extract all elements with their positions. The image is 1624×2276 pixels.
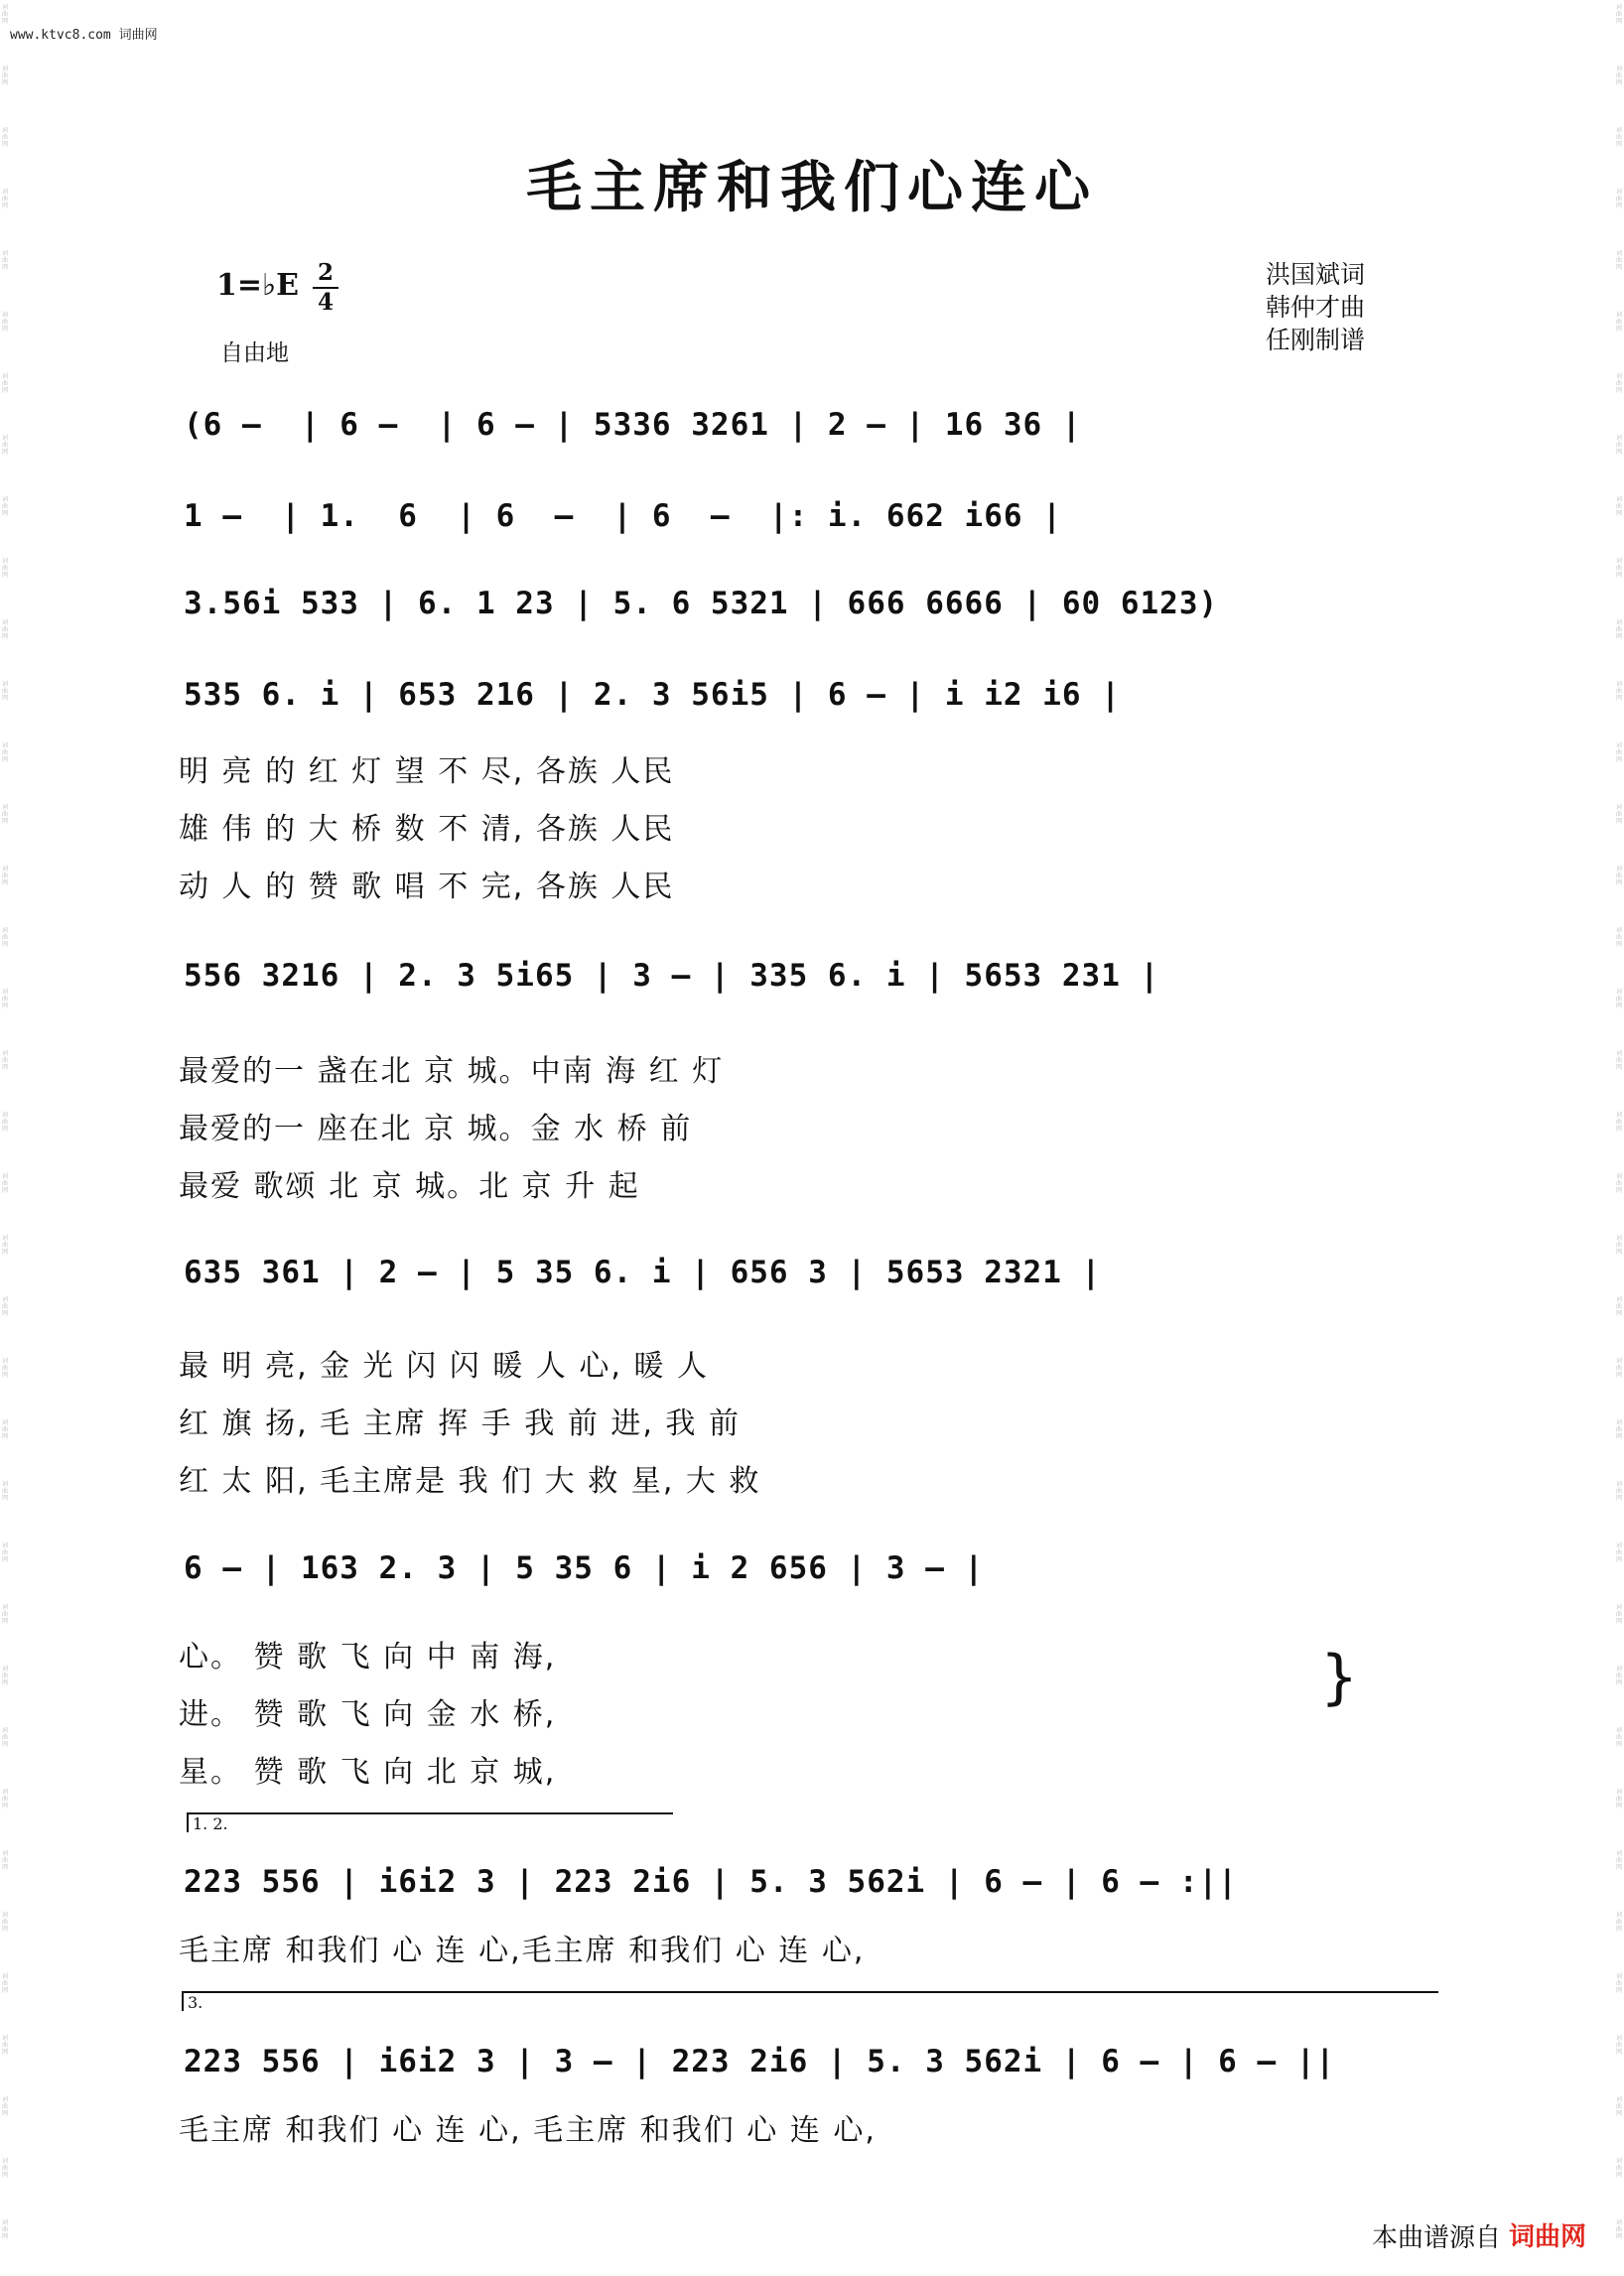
composer-credit: 韩仲才曲: [1266, 293, 1366, 322]
watermark-text: 词 曲 网: [1, 189, 8, 209]
watermark-text: 词 曲 网: [1, 435, 8, 456]
watermark-text: 词 曲 网: [1, 66, 8, 86]
watermark-text: 词 曲 网: [1, 989, 8, 1009]
watermark-text: 词 曲 网: [1615, 1912, 1622, 1933]
watermark-text: 词 曲 网: [1615, 2158, 1622, 2179]
watermark-text: 词 曲 网: [1615, 1604, 1622, 1625]
watermark-text: 词 曲 网: [1615, 1542, 1622, 1563]
watermark-text: 词 曲 网: [1, 1666, 8, 1686]
watermark-text: 词 曲 网: [1615, 373, 1622, 394]
lyric-line-2-2: 最爱的一 座在北 京 城。金 水 桥 前: [179, 1112, 693, 1146]
key-signature: 1=♭E: [216, 268, 300, 303]
song-title: 毛主席和我们心连心: [526, 155, 1098, 220]
watermark-text: 词 曲 网: [1615, 1481, 1622, 1502]
watermark-text: 词 曲 网: [1, 1235, 8, 1256]
lyric-line-2-1: 最爱的一 盏在北 京 城。中南 海 红 灯: [179, 1054, 725, 1089]
watermark-text: 词 曲 网: [1, 1850, 8, 1871]
tempo-marking: 自由地: [220, 340, 289, 366]
watermark-text: 词 曲 网: [1615, 435, 1622, 456]
watermark-text: 词 曲 网: [1615, 2219, 1622, 2240]
left-watermark-strip: [0, 0, 10, 2276]
site-url-header: www.ktvc8.com 词曲网: [10, 28, 158, 43]
watermark-text: 词 曲 网: [1615, 1789, 1622, 1809]
watermark-text: 词 曲 网: [1, 1604, 8, 1625]
lyric-line-1-2: 雄 伟 的 大 桥 数 不 清, 各族 人民: [179, 812, 675, 847]
lyric-line-4-1: 心。 赞 歌 飞 向 中 南 海,: [179, 1640, 557, 1674]
music-line-5: 556 3216 | 2. 3 5i65 | 3 – | 335 6. i | 5653 231 |: [184, 958, 1160, 994]
watermark-text: 词 曲 网: [1, 1912, 8, 1933]
lyric-line-5: 毛主席 和我们 心 连 心,毛主席 和我们 心 连 心,: [179, 1934, 866, 1968]
time-signature: [313, 260, 338, 316]
volta-3: 3.: [182, 1991, 1438, 2011]
time-signature-numerator: 2: [317, 259, 334, 286]
lyric-line-1-3: 动 人 的 赞 歌 唱 不 完, 各族 人民: [179, 870, 675, 904]
credits: [1266, 258, 1365, 356]
watermark-text: 词 曲 网: [1, 250, 8, 271]
watermark-text: 词 曲 网: [1615, 66, 1622, 86]
watermark-text: 词 曲 网: [1, 1296, 8, 1317]
watermark-text: 词 曲 网: [1615, 2035, 1622, 2056]
watermark-text: 词 曲 网: [1615, 681, 1622, 702]
watermark-text: 词 曲 网: [1615, 1973, 1622, 1994]
watermark-text: 词 曲 网: [1615, 2096, 1622, 2117]
watermark-text: 词 曲 网: [1, 1050, 8, 1071]
watermark-text: 词 曲 网: [1, 1419, 8, 1440]
music-line-3: 3.56i 533 | 6. 1 23 | 5. 6 5321 | 666 6666 | 60 6123): [184, 586, 1219, 621]
watermark-text: 词 曲 网: [1615, 1666, 1622, 1686]
transcriber-credit: 任刚制谱: [1266, 326, 1366, 354]
lyric-line-1-1: 明 亮 的 红 灯 望 不 尽, 各族 人民: [179, 754, 675, 789]
watermark-text: 词 曲 网: [1615, 927, 1622, 948]
watermark-text: 词 曲 网: [1, 1789, 8, 1809]
watermark-text: 词 曲 网: [1, 1358, 8, 1379]
watermark-text: 词 曲 网: [1615, 1112, 1622, 1133]
watermark-text: 词 曲 网: [1615, 1296, 1622, 1317]
watermark-text: 词 曲 网: [1, 496, 8, 517]
watermark-text: 词 曲 网: [1615, 619, 1622, 640]
watermark-text: 词 曲 网: [1615, 1419, 1622, 1440]
watermark-text: 词 曲 网: [1615, 4, 1622, 25]
watermark-text: 词 曲 网: [1615, 1850, 1622, 1871]
music-line-6: 635 361 | 2 – | 5 35 6. i | 656 3 | 5653 2321 |: [184, 1255, 1102, 1290]
music-line-2: 1 – | 1. 6 | 6 – | 6 – |: i. 662 i66 |: [184, 498, 1062, 534]
watermark-text: 词 曲 网: [1615, 127, 1622, 148]
watermark-text: 词 曲 网: [1, 619, 8, 640]
watermark-text: 词 曲 网: [1, 742, 8, 763]
lyricist-credit: 洪国斌词: [1266, 260, 1366, 289]
watermark-text: 词 曲 网: [1615, 1173, 1622, 1194]
watermark-text: 词 曲 网: [1, 1973, 8, 1994]
watermark-text: 词 曲 网: [1, 127, 8, 148]
watermark-text: 词 曲 网: [1, 1727, 8, 1748]
watermark-text: 词 曲 网: [1615, 1727, 1622, 1748]
lyric-line-3-1: 最 明 亮, 金 光 闪 闪 暖 人 心, 暖 人: [179, 1349, 709, 1384]
watermark-text: 词 曲 网: [1, 804, 8, 825]
music-line-9: 223 556 | i6i2 3 | 3 – | 223 2i6 | 5. 3 562i | 6 – | 6 – ||: [184, 2044, 1336, 2079]
watermark-text: 词 曲 网: [1615, 866, 1622, 886]
watermark-text: 词 曲 网: [1, 866, 8, 886]
lyric-line-3-3: 红 太 阳, 毛主席是 我 们 大 救 星, 大 救: [179, 1464, 761, 1499]
watermark-text: 词 曲 网: [1615, 742, 1622, 763]
watermark-text: 词 曲 网: [1, 2035, 8, 2056]
watermark-text: 词 曲 网: [1, 2096, 8, 2117]
watermark-text: 词 曲 网: [1, 558, 8, 579]
volta-1-2: 1. 2.: [187, 1812, 673, 1832]
lyric-line-4-3: 星。 赞 歌 飞 向 北 京 城,: [179, 1755, 557, 1790]
watermark-text: 词 曲 网: [1615, 250, 1622, 271]
watermark-text: 词 曲 网: [1, 2219, 8, 2240]
watermark-text: 词 曲 网: [1, 1173, 8, 1194]
watermark-text: 词 曲 网: [1, 4, 8, 25]
lyric-line-4-2: 进。 赞 歌 飞 向 金 水 桥,: [179, 1697, 557, 1732]
lyric-line-3-2: 红 旗 扬, 毛 主席 挥 手 我 前 进, 我 前: [179, 1406, 741, 1441]
watermark-text: 词 曲 网: [1, 2158, 8, 2179]
watermark-text: 词 曲 网: [1, 1481, 8, 1502]
watermark-text: 词 曲 网: [1, 1112, 8, 1133]
right-watermark-strip: [1614, 0, 1624, 2276]
footer-source-label: 本曲谱源自: [1372, 2223, 1502, 2253]
music-line-1: (6 – | 6 – | 6 – | 5336 3261 | 2 – | 16 36 |: [184, 407, 1082, 443]
music-line-7: 6 – | 163 2. 3 | 5 35 6 | i 2 656 | 3 – |: [184, 1550, 985, 1586]
music-line-4: 535 6. i | 653 216 | 2. 3 56i5 | 6 – | i i2 i6 |: [184, 677, 1121, 713]
watermark-text: 词 曲 网: [1615, 558, 1622, 579]
watermark-text: 词 曲 网: [1615, 989, 1622, 1009]
watermark-text: 词 曲 网: [1, 373, 8, 394]
watermark-text: 词 曲 网: [1615, 189, 1622, 209]
music-line-8: 223 556 | i6i2 3 | 223 2i6 | 5. 3 562i | 6 – | 6 – :||: [184, 1864, 1238, 1900]
watermark-text: 词 曲 网: [1615, 804, 1622, 825]
watermark-text: 词 曲 网: [1, 681, 8, 702]
footer-site-link[interactable]: 词曲网: [1509, 2222, 1587, 2252]
verse-brace: }: [1320, 1643, 1359, 1712]
lyric-line-2-3: 最爱 歌颂 北 京 城。北 京 升 起: [179, 1169, 640, 1204]
time-signature-denominator: 4: [317, 289, 334, 316]
watermark-text: 词 曲 网: [1615, 1358, 1622, 1379]
watermark-text: 词 曲 网: [1, 927, 8, 948]
watermark-text: 词 曲 网: [1615, 496, 1622, 517]
lyric-line-6: 毛主席 和我们 心 连 心, 毛主席 和我们 心 连 心,: [179, 2113, 877, 2148]
watermark-text: 词 曲 网: [1615, 1235, 1622, 1256]
watermark-text: 词 曲 网: [1615, 312, 1622, 333]
watermark-text: 词 曲 网: [1, 312, 8, 333]
watermark-text: 词 曲 网: [1615, 1050, 1622, 1071]
watermark-text: 词 曲 网: [1, 1542, 8, 1563]
